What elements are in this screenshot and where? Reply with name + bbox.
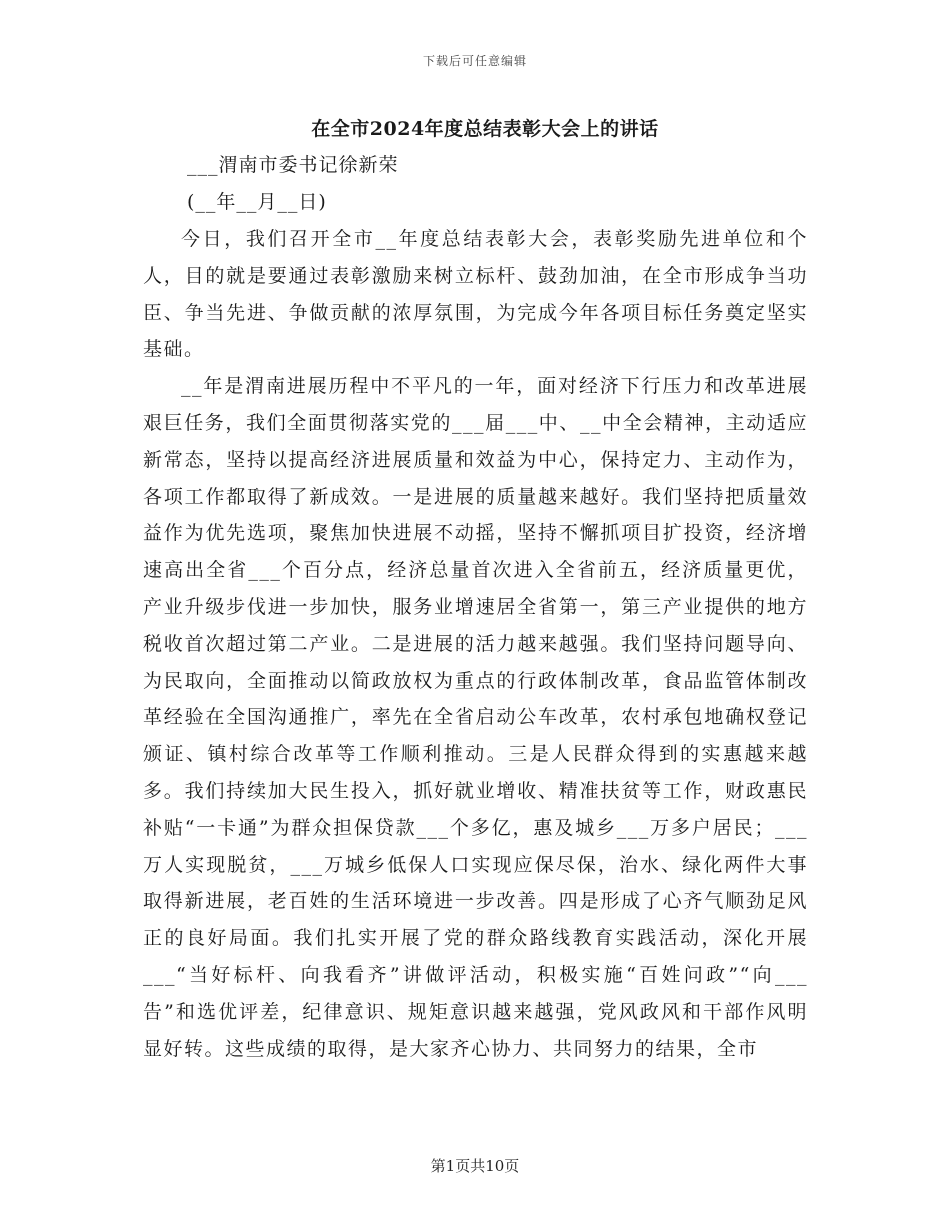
document-body	[143, 221, 808, 1067]
page-footer: 第1页共10页	[430, 1157, 520, 1175]
header-note: 下载后可任意编辑	[422, 54, 527, 68]
document-title: 在全市2024年度总结表彰大会上的讲话	[311, 118, 659, 140]
date-line: (__年__月__日)	[187, 191, 327, 213]
author-line: ___渭南市委书记徐新荣	[187, 154, 399, 176]
paragraph: __年是渭南进展历程中不平凡的一年，面对经济下行压力和改革进展艰巨任务，我们全面贯彻落实党的___届___中、__中全会精神，主动适应新常态，坚持以提高经济进展质量和效益为中心，保持定力、主动作为，各项工作都取得了新成效。一是进展的质量越来越好。我们坚持把质量效益作为优先选项，聚焦加快进展不动摇，坚持不懈抓项目扩投资，经济增速高出全省___个百分点，经济总量首次进入全省前五，经济质量更优，产业升级步伐进一步加快，服务业增速居全省第一，第三产业提供的地方税收首次超过第二产业。二是进展的活力越来越强。我们坚持问题导向、为民取向，全面推动以简政放权为重点的行政体制改革，食品监管体制改革经验在全国沟通推广，率先在全省启动公车改革，农村承包地确权登记颁证、镇村综合改革等工作顺利推动。三是人民群众得到的实惠越来越多。我们持续加大民生投入，抓好就业增收、精准扶贫等工作，财政惠民补贴“一卡通”为群众担保贷款___个多亿，惠及城乡___万多户居民；___万人实现脱贫，___万城乡低保人口实现应保尽保，治水、绿化两件大事取得新进展，老百姓的生活环境进一步改善。四是形成了心齐气顺劲足风正的良好局面。我们扎实开展了党的群众路线教育实践活动，深化开展___“当好标杆、向我看齐”讲做评活动，积极实施“百姓问政”“向___告”和选优评差，纪律意识、规矩意识越来越强，党风政风和干部作风明显好转。这些成绩的取得，是大家齐心协力、共同努力的结果，全市	[143, 375, 808, 1060]
paragraph: 今日，我们召开全市__年度总结表彰大会，表彰奖励先进单位和个人，目的就是要通过表彰激励来树立标杆、鼓劲加油，在全市形成争当功臣、争当先进、争做贡献的浓厚氛围，为完成今年各项目标任务奠定坚实基础。	[143, 228, 808, 361]
